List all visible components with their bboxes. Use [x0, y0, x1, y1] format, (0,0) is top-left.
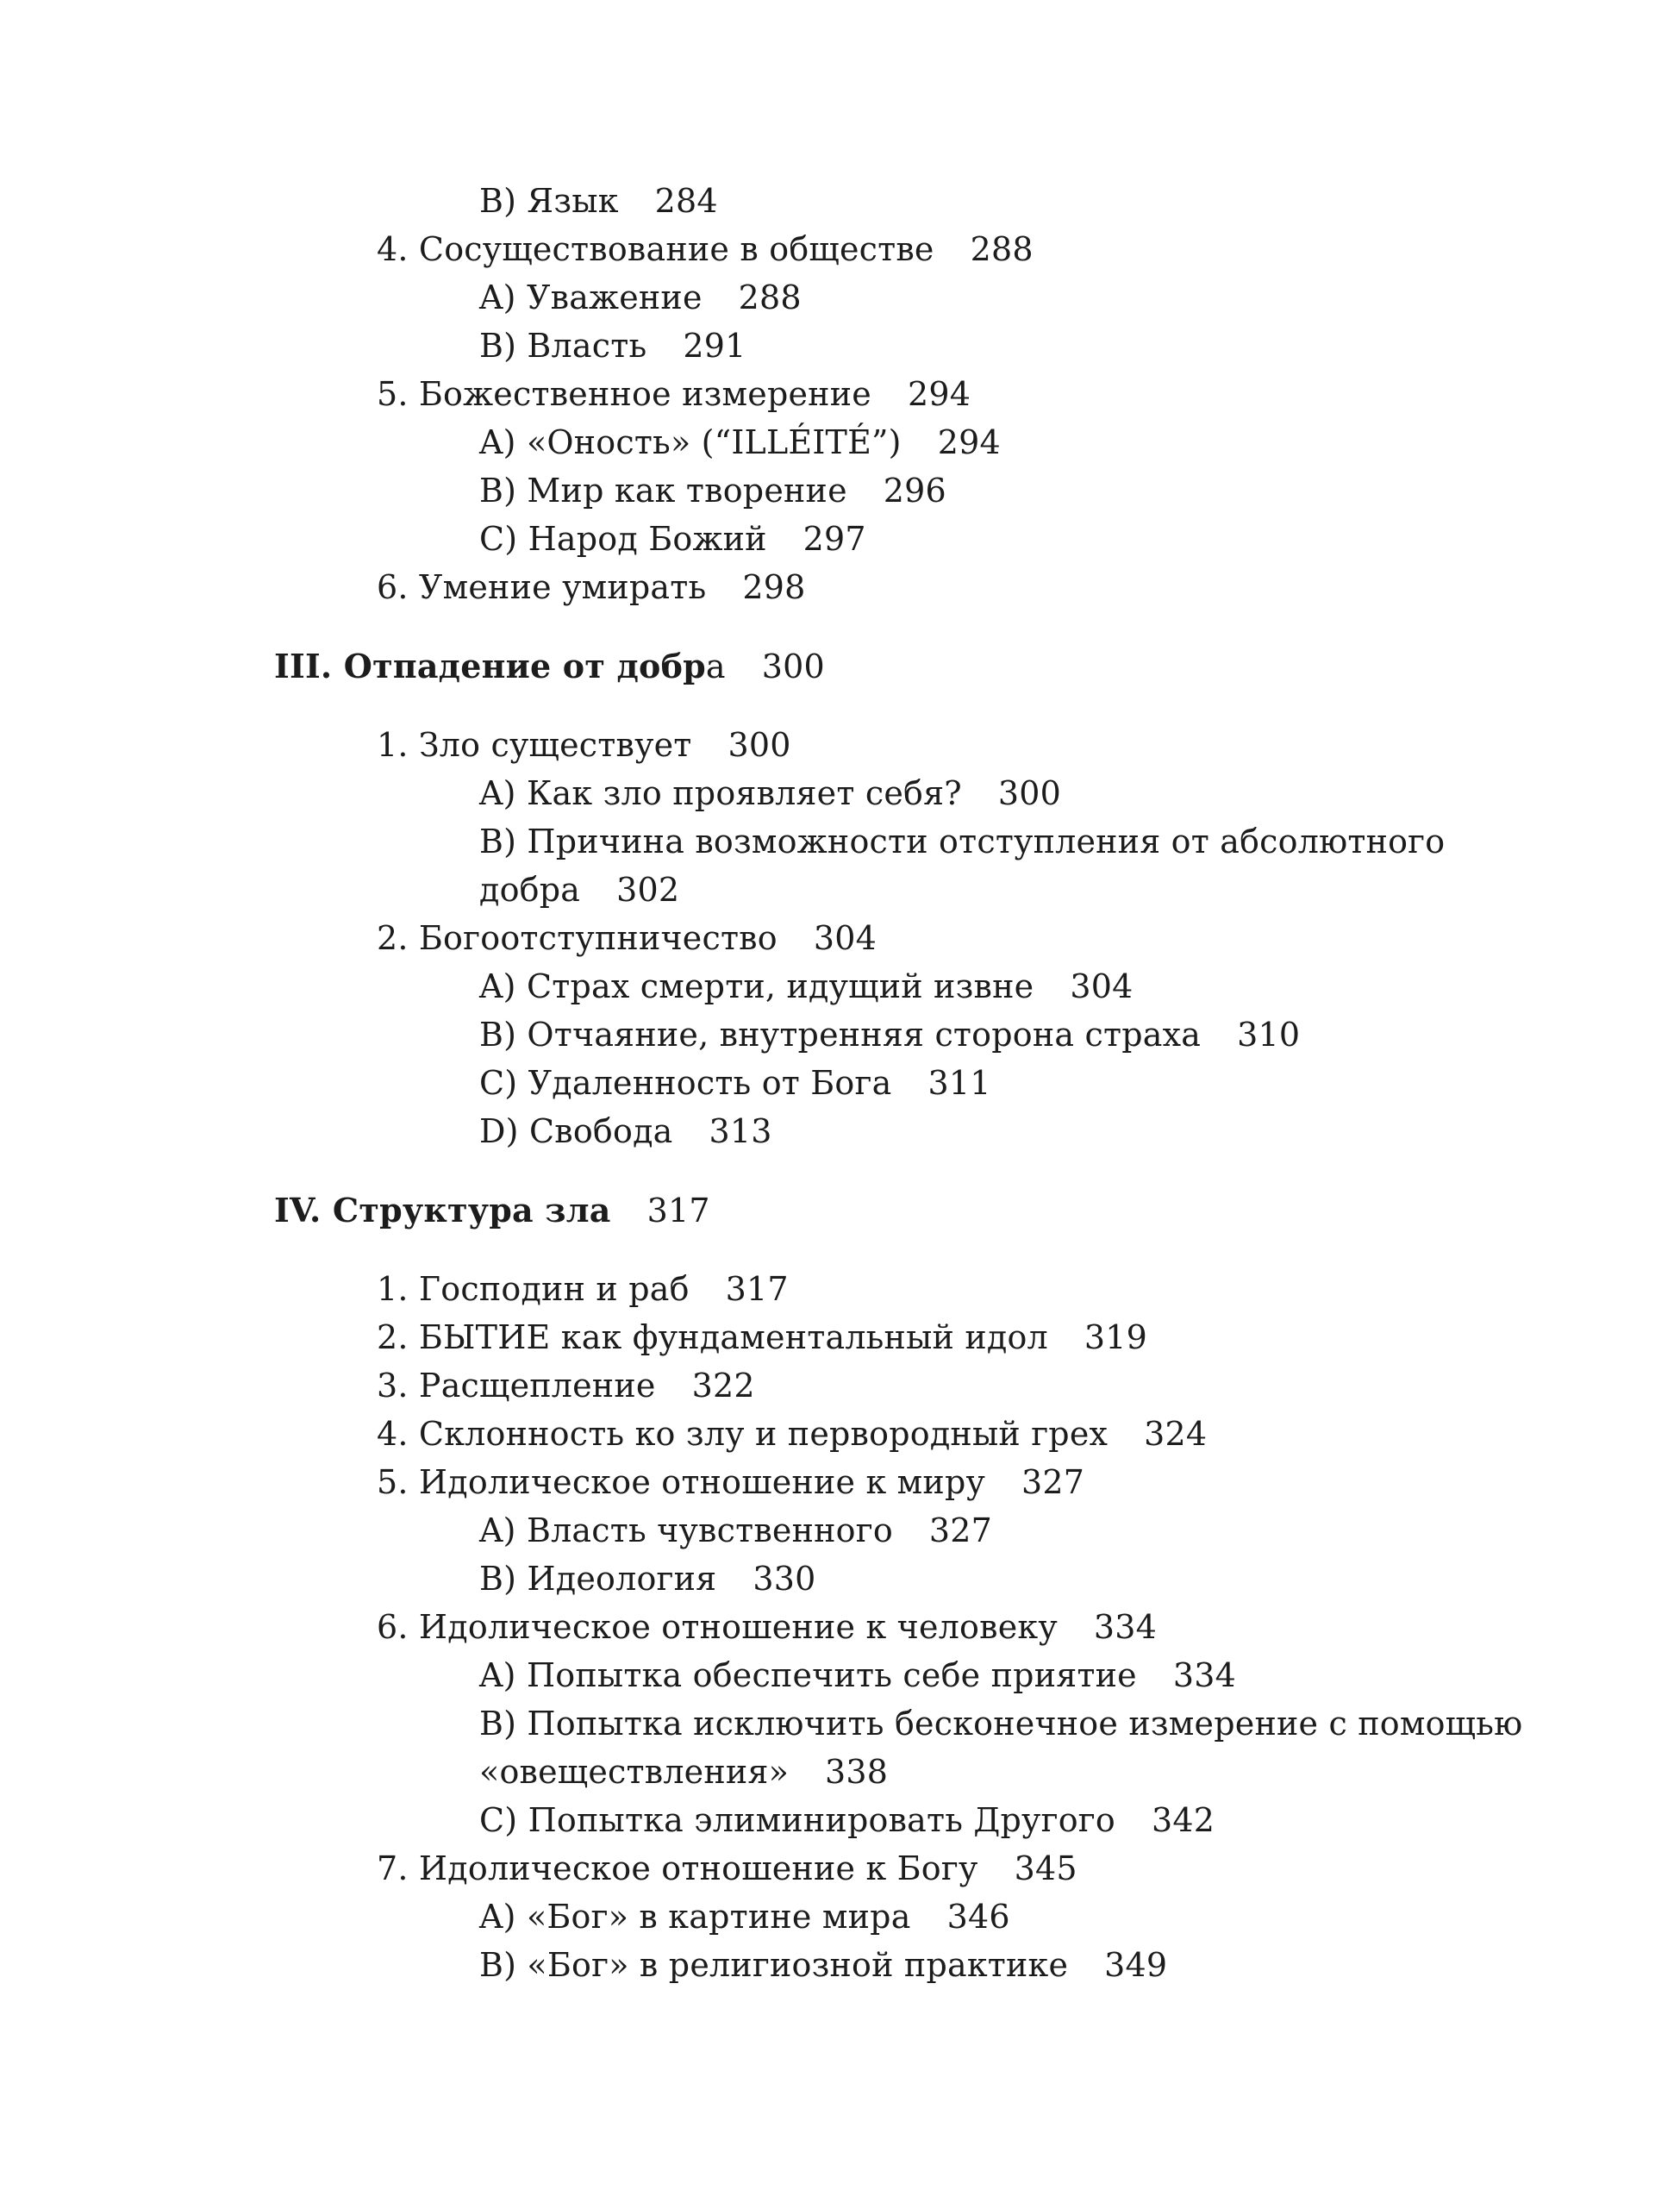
- entry-label-cont: «овеществления»: [479, 1753, 790, 1791]
- toc-entry: [479, 515, 866, 563]
- page-number: 300: [761, 648, 825, 685]
- entry-label: C) Удаленность от Бога: [479, 1064, 892, 1102]
- entry-label: 1. Господин и раб: [377, 1270, 690, 1308]
- page-number: 324: [1144, 1415, 1208, 1453]
- toc-entry: [377, 721, 791, 769]
- toc-entry: [377, 1313, 1147, 1361]
- page-number: 300: [728, 726, 791, 764]
- entry-label: 2. БЫТИЕ как фундаментальный идол: [377, 1318, 1048, 1356]
- entry-label: B) Причина возможности отступления от абсолютного: [479, 823, 1446, 860]
- toc-entry: [479, 1651, 1236, 1699]
- toc-entry: [479, 962, 1133, 1011]
- entry-label: B) Власть: [479, 327, 647, 365]
- page-number: 298: [742, 568, 806, 606]
- entry-label-cont: добра: [479, 871, 581, 909]
- toc-entry: [377, 563, 806, 611]
- entry-label: B) Мир как творение: [479, 472, 847, 510]
- page-number: 349: [1104, 1946, 1168, 1984]
- toc-entry: [479, 817, 1445, 866]
- page-number: 296: [883, 472, 946, 510]
- toc-entry: [479, 1059, 991, 1107]
- page-number: 338: [825, 1753, 889, 1791]
- page-number: 322: [691, 1367, 755, 1405]
- page-number: 302: [616, 871, 680, 909]
- toc-entry: [377, 370, 971, 418]
- entry-label: B) Язык: [479, 182, 619, 220]
- entry-label: 4. Сосуществование в обществе: [377, 230, 934, 268]
- entry-label: 6. Умение умирать: [377, 568, 707, 606]
- toc-entry: [479, 1941, 1167, 1989]
- toc-entry: [479, 1555, 816, 1603]
- toc-entry-continuation: [479, 866, 679, 914]
- entry-label: 4. Склонность ко злу и первородный грех: [377, 1415, 1109, 1453]
- page-number: 319: [1084, 1318, 1148, 1356]
- page-number: 300: [997, 774, 1061, 812]
- toc-entry: [377, 914, 877, 962]
- entry-label: B) «Бог» в религиозной практике: [479, 1946, 1069, 1984]
- toc-entry-continuation: [479, 1748, 888, 1796]
- page-number: 317: [646, 1192, 710, 1230]
- entry-label: A) Попытка обеспечить себе приятие: [479, 1656, 1137, 1694]
- page-number: 288: [738, 278, 802, 316]
- toc-entry: [377, 1603, 1157, 1651]
- entry-label: 7. Идолическое отношение к Богу: [377, 1849, 978, 1887]
- page-number: 304: [1070, 967, 1134, 1005]
- page-number: 317: [725, 1270, 789, 1308]
- toc-entry: [479, 769, 1061, 817]
- page-number: 334: [1093, 1608, 1158, 1646]
- entry-label: 5. Божественное измерение: [377, 375, 871, 413]
- page-number: 294: [937, 423, 1001, 461]
- page-number: 327: [1021, 1463, 1085, 1501]
- toc-entry: [479, 1699, 1522, 1748]
- entry-label: A) Уважение: [479, 278, 703, 316]
- page-number: 288: [970, 230, 1034, 268]
- entry-label: C) Попытка элиминировать Другого: [479, 1801, 1115, 1839]
- entry-label: B) Отчаяние, внутренняя сторона страха: [479, 1016, 1202, 1054]
- page-number: 311: [927, 1064, 991, 1102]
- entry-label: C) Народ Божий: [479, 520, 767, 558]
- page-number: 334: [1172, 1656, 1236, 1694]
- toc-entry: [377, 1410, 1207, 1458]
- page-number: 284: [654, 182, 718, 220]
- toc-entry: [377, 225, 1034, 273]
- toc-entry: [479, 418, 1001, 466]
- toc-entry: [479, 1506, 992, 1555]
- page-number: 310: [1237, 1016, 1301, 1054]
- section-heading-iv: [274, 1186, 710, 1235]
- page-number: 342: [1151, 1801, 1215, 1839]
- toc-entry: [479, 1893, 1010, 1941]
- entry-label: 5. Идолическое отношение к миру: [377, 1463, 986, 1501]
- page-number: 313: [709, 1112, 772, 1150]
- page-number: 304: [813, 919, 877, 957]
- entry-label: A) «Бог» в картине мира: [479, 1898, 911, 1936]
- toc-entry: [479, 322, 746, 370]
- page-number: 291: [683, 327, 746, 365]
- section-title-tail: а: [705, 648, 726, 685]
- entry-label: 6. Идолическое отношение к человеку: [377, 1608, 1058, 1646]
- entry-label: A) Страх смерти, идущий извне: [479, 967, 1034, 1005]
- page-number: 345: [1014, 1849, 1077, 1887]
- section-heading-iii: [274, 642, 825, 691]
- toc-entry: [377, 1844, 1077, 1893]
- page-number: 297: [803, 520, 866, 558]
- section-title: IV. Структура зла: [274, 1191, 611, 1230]
- page-number: 330: [753, 1560, 816, 1598]
- toc-entry: [479, 466, 946, 515]
- entry-label: 1. Зло существует: [377, 726, 692, 764]
- toc-entry: [479, 1011, 1300, 1059]
- toc-entry: [479, 177, 718, 225]
- entry-label: 2. Богоотступничество: [377, 919, 778, 957]
- entry-label: B) Попытка исключить бесконечное измерение с помощью: [479, 1705, 1523, 1743]
- page-number: 346: [946, 1898, 1010, 1936]
- section-title: III. Отпадение от добр: [274, 647, 706, 685]
- page-number: 327: [928, 1511, 993, 1549]
- entry-label: 3. Расщепление: [377, 1367, 656, 1405]
- toc-entry: [377, 1265, 789, 1313]
- toc-entry: [479, 1107, 772, 1155]
- entry-label: A) «Оность» (“ILLÉITÉ”): [479, 423, 902, 461]
- toc-entry: [377, 1458, 1084, 1506]
- entry-label: B) Идеология: [479, 1560, 717, 1598]
- toc-entry: [479, 273, 802, 322]
- entry-label: D) Свобода: [479, 1112, 673, 1150]
- entry-label: A) Как зло проявляет себя?: [479, 774, 962, 812]
- entry-label: A) Власть чувственного: [479, 1511, 893, 1549]
- toc-entry: [479, 1796, 1215, 1844]
- toc-entry: [377, 1361, 755, 1410]
- page-number: 294: [907, 375, 971, 413]
